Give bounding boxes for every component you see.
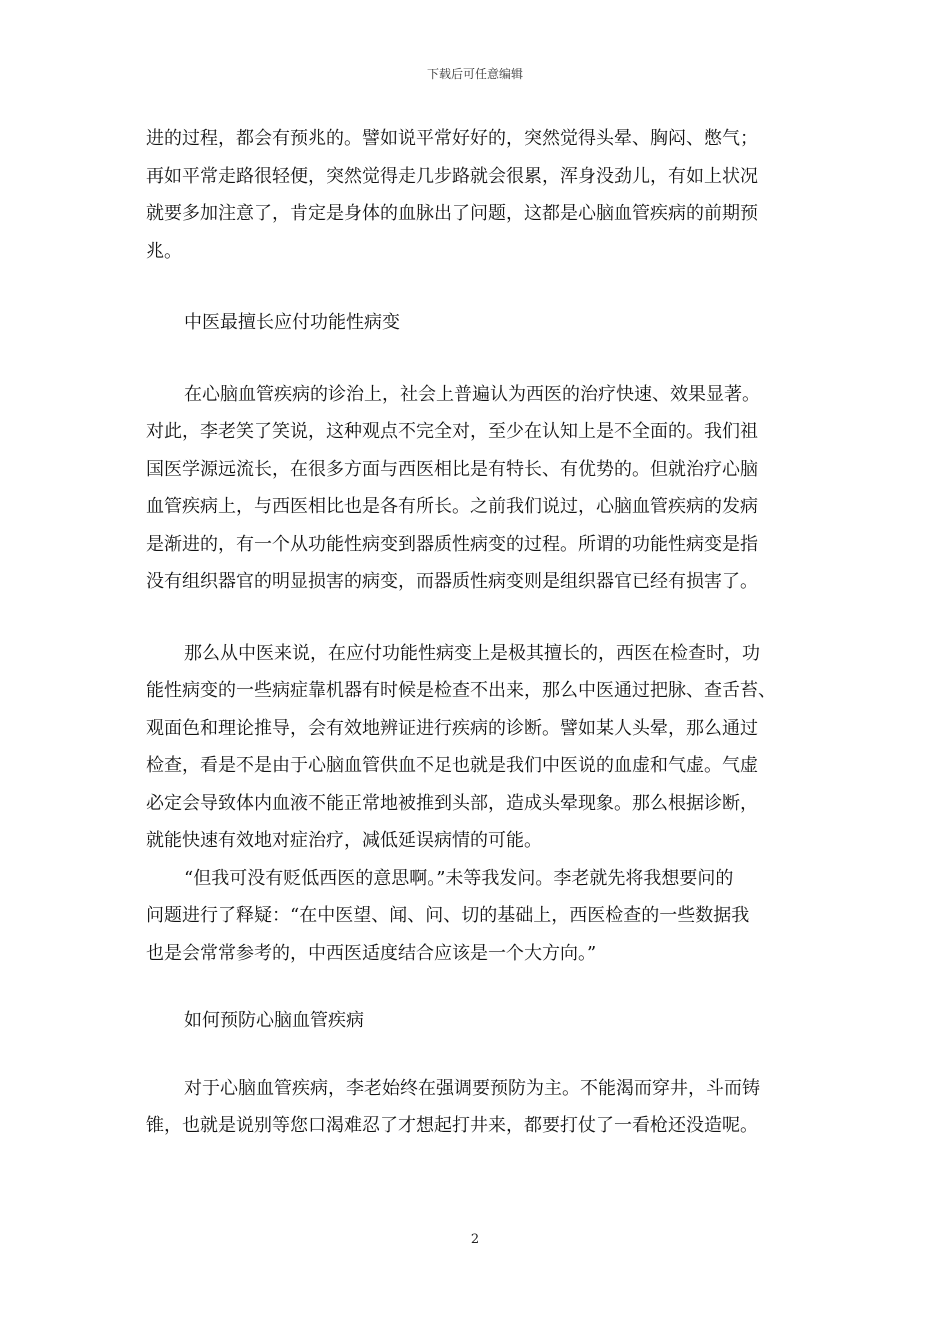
document-body: [146, 120, 810, 1145]
text-line: 再如平常走路很轻便，突然觉得走几步路就会很累，浑身没劲儿，有如上状况: [146, 165, 758, 187]
paragraph-4: [146, 860, 810, 973]
text-line: 就能快速有效地对症治疗，减低延误病情的可能。: [146, 830, 542, 851]
text-line: 是渐进的，有一个从功能性病变到器质性病变的过程。所谓的功能性病变是指: [146, 533, 758, 555]
paragraph-5: [146, 1070, 810, 1145]
page-number: 2: [470, 1232, 480, 1247]
paragraph-2: [146, 376, 810, 601]
page-header: 下载后可任意编辑: [426, 67, 523, 81]
text-line: 必定会导致体内血液不能正常地被推到头部，造成头晕现象。那么根据诊断，: [146, 792, 758, 814]
text-line: 问题进行了释疑：“在中医望、闻、问、切的基础上，西医检查的一些数据我: [146, 905, 750, 926]
text-line: 没有组织器官的明显损害的病变，而器质性病变则是组织器官已经有损害了。: [146, 571, 758, 592]
text-line: 也是会常常参考的，中西医适度结合应该是一个大方向。”: [146, 942, 597, 964]
text-line: 进的过程，都会有预兆的。譬如说平常好好的，突然觉得头晕、胸闷、憋气；: [146, 128, 758, 149]
text-line: 能性病变的一些病症靠机器有时候是检查不出来，那么中医通过把脉、查舌苔、: [146, 680, 776, 701]
section-heading: 中医最擅长应付功能性病变: [184, 312, 400, 333]
text-line: 检查，看是不是由于心脑血管供血不足也就是我们中医说的血虚和气虚。气虚: [146, 755, 758, 776]
text-line: 就要多加注意了，肯定是身体的血脉出了问题，这都是心脑血管疾病的前期预: [146, 203, 758, 224]
text-line: 对于心脑血管疾病，李老始终在强调要预防为主。不能渴而穿井，斗而铸: [184, 1077, 760, 1099]
section-heading: 如何预防心脑血管疾病: [184, 1010, 364, 1031]
paragraph-1: [146, 120, 810, 270]
text-line: 那么从中医来说，在应付功能性病变上是极其擅长的，西医在检查时，功: [184, 642, 760, 664]
text-line: 锥，也就是说别等您口渴难忍了才想起打井来，都要打仗了一看枪还没造呢。: [146, 1115, 758, 1136]
text-line: 血管疾病上，与西医相比也是各有所长。之前我们说过，心脑血管疾病的发病: [146, 496, 758, 517]
text-line: 国医学源远流长，在很多方面与西医相比是有特长、有优势的。但就治疗心脑: [146, 458, 758, 480]
text-line: 兆。: [146, 240, 182, 262]
text-line: 对此，李老笑了笑说，这种观点不完全对，至少在认知上是不全面的。我们祖: [146, 421, 758, 442]
text-line: 观面色和理论推导，会有效地辨证进行疾病的诊断。譬如某人头晕，那么通过: [146, 717, 758, 739]
paragraph-3: [146, 635, 810, 860]
text-line: 在心脑血管疾病的诊治上，社会上普遍认为西医的治疗快速、效果显著。: [184, 383, 760, 405]
text-line: “但我可没有贬低西医的意思啊。”未等我发问。李老就先将我想要问的: [184, 867, 734, 889]
